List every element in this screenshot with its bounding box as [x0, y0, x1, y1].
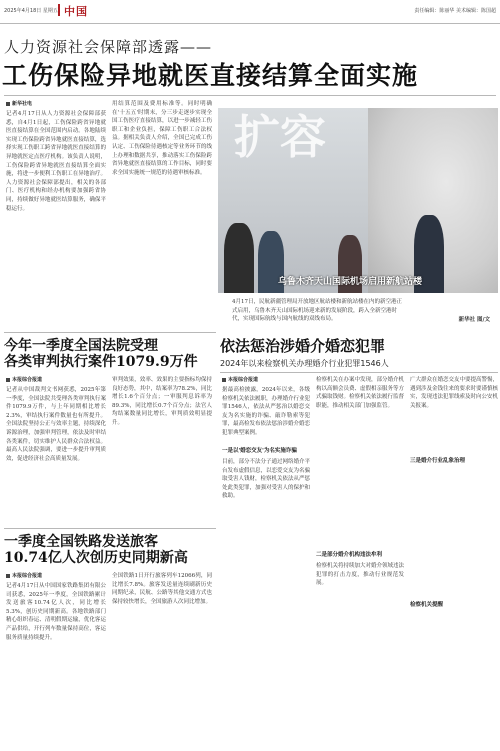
headline-rule — [4, 95, 496, 96]
story4-subhead-3: 三是婚介行业乱象治理 — [410, 458, 466, 464]
photo-sign-text: 扩容 — [234, 110, 326, 164]
photo-caption: 4月17日，民航新疆管理局开放地区航站楼和新航站楼在内的新空港正式启用，乌鲁木齐天山国际机场迎来新的发展阶段，跨入全新空港时代，实现国际航线与国内航线的双线布局。 — [232, 299, 402, 323]
story2-source-tag: 本报综合报道 — [6, 376, 42, 383]
lead-column-2: 用结算范围及费用标准等。同时明确在'十五五'时期末，分三步走逐步实现全国工伤医疗直接结算，以进一步减轻工伤职工和企业负担，保障工伤职工合法权益。据相关负责人介绍，全国已完成工伤认定、工伤保险待遇核定等业务环节的线上办理和数据共享，推动落实工伤保险跨省异地就医直接结算的工作目标，同时要求全国实施统一规范的待遇审核标准。 — [112, 101, 212, 176]
story4-source-tag: 本报综合报道 — [222, 376, 258, 383]
story2-rule — [4, 332, 216, 333]
story4-body-c: 检察机关在办案中发现，部分婚介机构以高额会员费、虚假相亲服务等方式骗取钱财。检察机关依法履行监督职能，推动相关部门加强监管。 — [316, 377, 404, 409]
lead-column-1: 记者4月17日从人力资源社会保障部获悉，自4月1日起，工伤保险跨省异地就医直接结算在全国范围内启动。各地陆续实现工伤保险跨省异地就医直接结算，选择实现工伤职工跨省异地就医直接结算的异地就医定点医疗机构。该负责人说明，工伤保险跨省异地就医直接结算全面实施，将进一步便利工伤职工在异地治疗。人力资源社会保障部提出，相关的各部门、医疗机构和经办机构要加强跨省协同，持续做好异地就医结算服务，确保平稳运行。 — [6, 111, 106, 212]
story4-subtitle: 2024年以来检察机关办理婚介行业犯罪1546人 — [220, 359, 389, 368]
story2-column-2: 审判效果，效率、效果的主要指标均保持良好态势，其中，结案率为78.2%，同比增长1.6个百分点；一审服判息诉率为89.3%，同比增长0.7个百分点；法官人均结案数量同比增长，审判质效明显提升。 — [112, 377, 212, 426]
story4-body-e: 广大群众在婚恋交友中要提高警惕，遇到涉及金钱往来的要求时要谨慎核实，发现违法犯罪线索及时向公安机关报案。 — [410, 377, 498, 409]
story4-body-b: 目前，部分不法分子通过网络婚介平台发布虚假信息，以恋爱交友为名骗取受害人钱财，检察机关依法从严惩处此类犯罪，加强对受害人的保护和救助。 — [222, 459, 310, 500]
story3-column-1: 记者4月17日从中国国家铁路集团有限公司获悉，2025年一季度，全国铁路累计发送旅客10.74亿人次，同比增长5.3%，创历史同期新高。各地铁路部门精心组织春运、清明假期运输，优化客运产品供给，开行列车数量保持高位，客运服务质量持续提升。 — [6, 583, 106, 641]
lead-source-tag: 新华社电 — [6, 100, 32, 107]
section-name: 中国 — [64, 5, 88, 18]
story2-column-1: 记者从中国裁判文书网获悉，2025年第一季度，全国法院共受理各类审判执行案件1079.9万件，与上年同期相比增长2.3%，审结执行案件数量也有所提升。全国法院坚持公正与效率主题，持续深化诉源治理，加强审判管理，依法及时审结各类案件，切实维护人民群众合法权益。最高人民法院强调，要进一步提升审判质效，促进经济社会高质量发展。 — [6, 387, 106, 462]
story4-subhead-4: 检察机关提醒 — [410, 602, 444, 608]
section-marker — [58, 4, 60, 16]
lead-photo — [218, 108, 498, 293]
story3-title: 一季度全国铁路发送旅客 10.74亿人次创历史同期新高 — [4, 534, 188, 566]
editor-credits: 责任编辑：陈丽华 美术编辑：陈国超 — [414, 8, 496, 14]
issue-date: 2025年4月18日 星期五 — [4, 8, 58, 14]
story4-subhead-2: 二是部分婚介机构违法牟利 — [316, 552, 383, 558]
story4-title: 依法惩治涉婚介婚恋犯罪 — [220, 337, 386, 355]
story3-rule — [4, 528, 216, 529]
photo-figure — [224, 223, 254, 293]
lead-headline: 工伤保险异地就医直接结算全面实施 — [2, 61, 419, 90]
story4-body: 据最高检披露，2024年以来，各级检察机关依法履职，办理婚介行业犯罪1546人，依法从严惩治以婚恋交友为名实施的诈骗、敲诈勒索等犯罪，最高检发布依法惩治涉婚介婚恋犯罪典型案例。 — [222, 387, 310, 436]
photo-credit: 新华社 图/文 — [458, 317, 490, 323]
page-header — [0, 0, 500, 24]
lead-kicker: 人力资源社会保障部透露—— — [4, 38, 213, 56]
story3-column-2: 全国铁路1日开行旅客列车12066列，同比增长7.8%。旅客发送量连续刷新历史同期纪录，民航、公路等其他交通方式也保持较快增长，全国旅游人次同比增加。 — [112, 573, 212, 605]
story2-title: 今年一季度全国法院受理 各类审判执行案件1079.9万件 — [4, 338, 198, 370]
photo-headline: 乌鲁木齐天山国际机场启用新航站楼 — [278, 277, 423, 287]
story4-rule — [220, 372, 498, 373]
story4-subhead-1: 一是以'婚恋交友'为名实施诈骗 — [222, 448, 297, 454]
story4-body-d: 检察机关将持续加大对婚介领域违法犯罪的打击力度，推动行业规范发展。 — [316, 563, 404, 587]
story3-source-tag: 本报综合报道 — [6, 572, 42, 579]
